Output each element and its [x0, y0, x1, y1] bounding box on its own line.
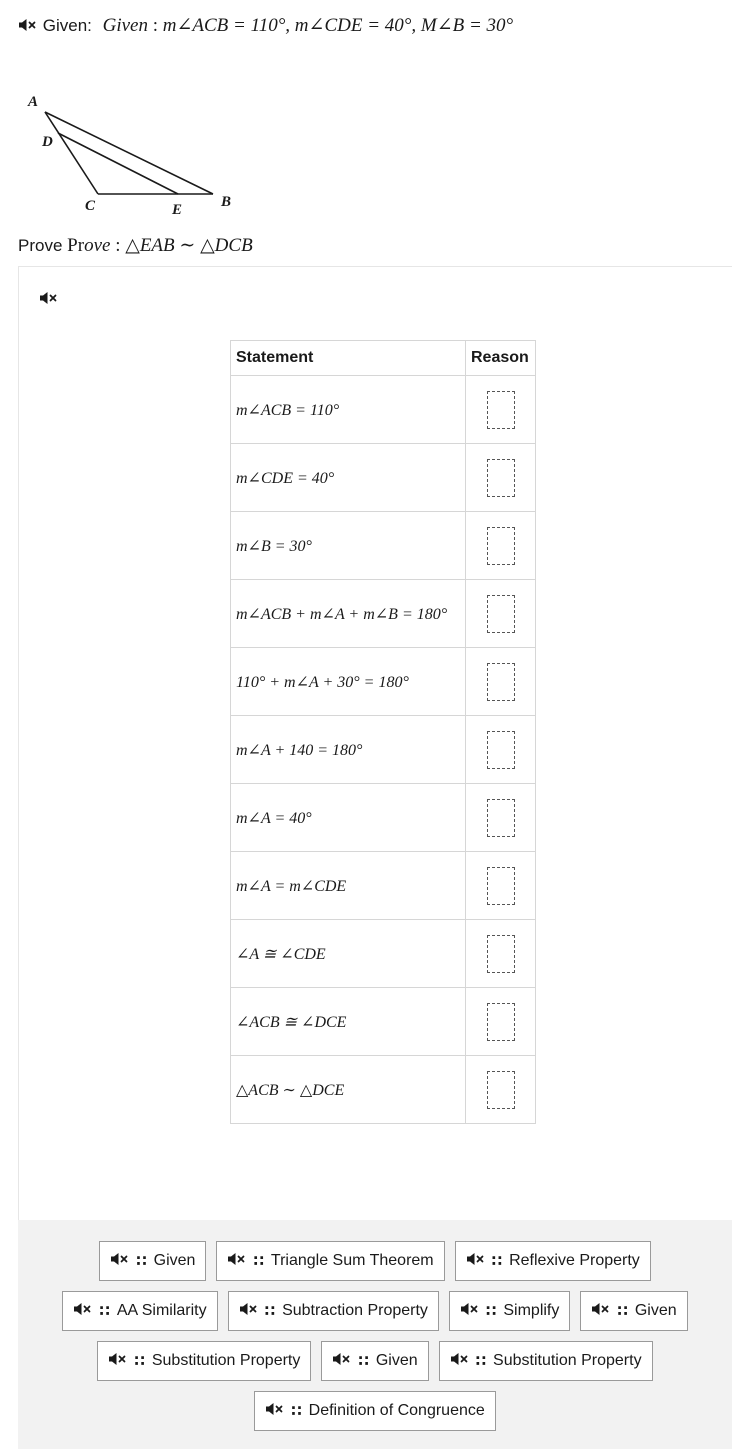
drag-handle-icon[interactable]: ∷: [136, 1253, 146, 1270]
statement-cell: m∠A + 140 = 180°: [231, 716, 466, 784]
drag-handle-icon[interactable]: ∷: [264, 1303, 275, 1320]
proof-row: [231, 512, 536, 580]
proof-row: [231, 648, 536, 716]
reason-chip[interactable]: [455, 1241, 651, 1281]
point-label-b: B: [221, 194, 232, 210]
given-expression: m∠ACB = 110°, m∠CDE = 40°, M∠B = 30°: [162, 15, 514, 36]
drag-handle-icon[interactable]: ∷: [99, 1303, 109, 1320]
proof-table: [230, 340, 536, 1124]
reason-drop-zone[interactable]: [487, 1003, 515, 1041]
chip-speaker[interactable]: [73, 1302, 99, 1320]
chip-speaker[interactable]: [466, 1252, 492, 1270]
reason-cell: [466, 920, 536, 988]
proof-row: [231, 1056, 536, 1124]
reason-chip-label: Simplify: [503, 1302, 560, 1319]
given-italic-word: Given: [102, 15, 148, 36]
drag-handle-icon[interactable]: ∷: [617, 1303, 627, 1320]
reason-header: Reason: [466, 341, 536, 376]
given-math: [103, 15, 514, 36]
drag-handle-icon[interactable]: ∷: [491, 1253, 502, 1270]
reason-cell: [466, 376, 536, 444]
reason-cell: [466, 580, 536, 648]
proof-row: [231, 716, 536, 784]
reason-chip-label: Reflexive Property: [509, 1252, 640, 1269]
reason-cell: [466, 988, 536, 1056]
reason-cell: [466, 512, 536, 580]
given-line: [18, 14, 513, 37]
reason-chip[interactable]: [321, 1341, 428, 1381]
chip-speaker[interactable]: [108, 1352, 134, 1370]
speaker-muted-icon[interactable]: [450, 1352, 470, 1366]
speaker-muted-icon[interactable]: [73, 1302, 93, 1316]
prove-math: [67, 235, 253, 256]
speaker-muted-icon[interactable]: [460, 1302, 480, 1316]
statement-cell: △ACB ∼ △DCE: [231, 1056, 466, 1124]
reason-chip-label: Given: [375, 1352, 418, 1369]
speaker-muted-icon[interactable]: [466, 1252, 486, 1266]
statement-cell: ∠A ≅ ∠CDE: [231, 920, 466, 988]
reason-chip-label: Definition of Congruence: [308, 1402, 485, 1419]
bank-row: [18, 1241, 732, 1281]
chip-speaker[interactable]: [460, 1302, 486, 1320]
reason-drop-zone[interactable]: [487, 527, 515, 565]
reason-chip[interactable]: [449, 1291, 570, 1331]
reason-drop-zone[interactable]: [487, 799, 515, 837]
speaker-muted-icon[interactable]: [108, 1352, 128, 1366]
proof-row: [231, 376, 536, 444]
bank-row: [18, 1291, 732, 1331]
proof-row: [231, 988, 536, 1056]
reason-chip-label: Substitution Property: [151, 1352, 301, 1369]
reason-chip[interactable]: [97, 1341, 311, 1381]
reason-drop-zone[interactable]: [487, 867, 515, 905]
reason-chip-label: Subtraction Property: [282, 1302, 428, 1319]
bank-row: [18, 1391, 732, 1431]
reason-chip-label: Given: [634, 1302, 677, 1319]
drag-handle-icon[interactable]: ∷: [485, 1303, 496, 1320]
point-label-d: D: [42, 134, 53, 150]
drag-handle-icon[interactable]: ∷: [358, 1353, 368, 1370]
reason-drop-zone[interactable]: [487, 935, 515, 973]
statement-cell: m∠A = 40°: [231, 784, 466, 852]
chip-speaker[interactable]: [332, 1352, 358, 1370]
reason-chip[interactable]: [254, 1391, 496, 1431]
reason-chip[interactable]: [439, 1341, 653, 1381]
reason-chip-label: Substitution Property: [493, 1352, 642, 1369]
given-colon: :: [147, 15, 163, 36]
reason-drop-zone[interactable]: [487, 391, 515, 429]
prove-word-italic: ove: [84, 235, 111, 256]
drag-handle-icon[interactable]: ∷: [291, 1403, 301, 1420]
point-label-e: E: [172, 202, 183, 218]
bank-row: [18, 1341, 732, 1381]
reason-drop-zone[interactable]: [487, 731, 515, 769]
prove-label: Prove: [18, 236, 63, 255]
prove-expression: △EAB ∼ △DCB: [125, 235, 253, 256]
drag-handle-icon[interactable]: ∷: [475, 1353, 486, 1370]
statement-cell: m∠ACB = 110°: [231, 376, 466, 444]
speaker-muted-icon[interactable]: [591, 1302, 611, 1316]
point-label-c: C: [85, 198, 96, 214]
speaker-muted-icon[interactable]: [18, 18, 38, 32]
statement-cell: m∠CDE = 40°: [231, 444, 466, 512]
statement-cell: 110° + m∠A + 30° = 180°: [231, 648, 466, 716]
proof-panel: [18, 266, 732, 1220]
reason-chip-label: Triangle Sum Theorem: [270, 1252, 434, 1269]
reason-chip[interactable]: [216, 1241, 444, 1281]
chip-speaker[interactable]: [227, 1252, 253, 1270]
chip-speaker[interactable]: [110, 1252, 136, 1270]
reason-cell: [466, 648, 536, 716]
reason-chip[interactable]: [62, 1291, 217, 1331]
reason-drop-zone[interactable]: [487, 663, 515, 701]
reason-drop-zone[interactable]: [487, 459, 515, 497]
reason-chip[interactable]: [99, 1241, 206, 1281]
reason-drop-zone[interactable]: [487, 1071, 515, 1109]
proof-row: [231, 784, 536, 852]
statement-cell: ∠ACB ≅ ∠DCE: [231, 988, 466, 1056]
given-speaker[interactable]: [18, 16, 43, 35]
proof-row: [231, 920, 536, 988]
statement-cell: m∠A = m∠CDE: [231, 852, 466, 920]
prove-colon: :: [110, 235, 126, 256]
chip-speaker[interactable]: [591, 1302, 617, 1320]
prove-word-roman: Pr: [67, 235, 85, 256]
statement-header: Statement: [231, 341, 466, 376]
reason-cell: [466, 716, 536, 784]
reason-cell: [466, 852, 536, 920]
given-label: Given:: [42, 16, 92, 35]
reason-chip[interactable]: [228, 1291, 439, 1331]
chip-speaker[interactable]: [265, 1402, 291, 1420]
chip-speaker[interactable]: [450, 1352, 476, 1370]
reason-drop-zone[interactable]: [487, 595, 515, 633]
reason-chip-label: Given: [153, 1252, 196, 1269]
drag-handle-icon[interactable]: ∷: [134, 1353, 144, 1370]
panel-speaker[interactable]: [39, 291, 59, 309]
speaker-muted-icon[interactable]: [239, 1302, 259, 1316]
reason-cell: [466, 784, 536, 852]
proof-row: [231, 580, 536, 648]
proof-row: [231, 852, 536, 920]
prove-line: [18, 234, 253, 257]
statement-cell: m∠B = 30°: [231, 512, 466, 580]
chip-speaker[interactable]: [239, 1302, 265, 1320]
speaker-muted-icon[interactable]: [227, 1252, 247, 1266]
speaker-muted-icon[interactable]: [39, 291, 59, 305]
speaker-muted-icon[interactable]: [265, 1402, 285, 1416]
reason-cell: [466, 444, 536, 512]
triangle-figure: [18, 88, 258, 228]
drag-handle-icon[interactable]: ∷: [253, 1253, 263, 1270]
proof-row: [231, 444, 536, 512]
reason-chip[interactable]: [580, 1291, 687, 1331]
reason-chip-label: AA Similarity: [116, 1302, 207, 1319]
reason-bank: [18, 1220, 732, 1449]
statement-cell: m∠ACB + m∠A + m∠B = 180°: [231, 580, 466, 648]
reason-cell: [466, 1056, 536, 1124]
proof-table-header: [231, 341, 536, 376]
point-label-a: A: [28, 94, 39, 110]
speaker-muted-icon[interactable]: [332, 1352, 352, 1366]
speaker-muted-icon[interactable]: [110, 1252, 130, 1266]
